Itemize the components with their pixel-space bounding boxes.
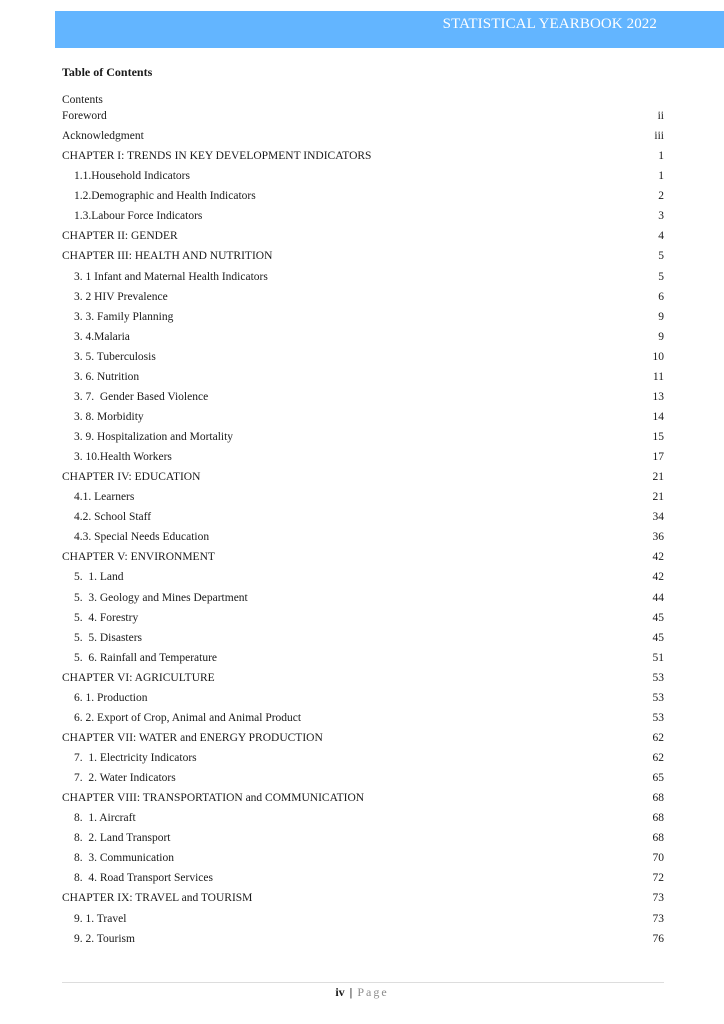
toc-chapter-entry[interactable] — [62, 788, 664, 808]
contents-label: Contents — [62, 94, 103, 106]
toc-subsection-entry[interactable] — [62, 588, 664, 608]
toc-entry-page: 9 — [658, 310, 664, 323]
toc-entry-page: 65 — [652, 772, 664, 785]
toc-entry-page: ii — [657, 110, 664, 123]
toc-entry-page: 70 — [652, 852, 664, 865]
toc-entry-page: 5 — [658, 250, 664, 263]
toc-entry-page: 68 — [652, 792, 664, 805]
toc-entry-title: CHAPTER VII: WATER and ENERGY PRODUCTION — [62, 731, 323, 744]
toc-entry-title: 5. 4. Forestry — [74, 611, 139, 624]
toc-entry-title: 6. 2. Export of Crop, Animal and Animal Product — [74, 711, 302, 724]
toc-entry-page: 34 — [652, 511, 664, 524]
toc-entry-page: 11 — [652, 370, 664, 383]
toc-entry-page: 51 — [652, 651, 664, 664]
toc-entry-title: 3. 1 Infant and Maternal Health Indicators — [74, 270, 268, 283]
toc-entry-page: 15 — [652, 431, 664, 444]
toc-entry-page: 68 — [652, 832, 664, 845]
toc-entry-page: 17 — [652, 451, 664, 464]
toc-entry-title: CHAPTER II: GENDER — [62, 230, 178, 243]
toc-subsection-entry[interactable] — [62, 407, 664, 427]
toc-subsection-entry[interactable] — [62, 567, 664, 587]
toc-entry-title: 3. 4.Malaria — [74, 330, 130, 343]
toc-subsection-entry[interactable] — [62, 487, 664, 507]
toc-entry-title: CHAPTER V: ENVIRONMENT — [62, 551, 215, 564]
toc-entry-title: 9. 2. Tourism — [74, 932, 135, 945]
toc-subsection-entry[interactable] — [62, 648, 664, 668]
toc-entry-title: 9. 1. Travel — [74, 912, 127, 925]
toc-entry-title: 3. 3. Family Planning — [74, 310, 174, 323]
toc-subsection-entry[interactable] — [62, 387, 664, 407]
toc-entry-page: 68 — [652, 812, 664, 825]
toc-entry-page: iii — [654, 130, 664, 143]
toc-entry-title: 3. 5. Tuberculosis — [74, 350, 156, 363]
toc-subsection-entry[interactable] — [62, 608, 664, 628]
toc-entry-title: 6. 1. Production — [74, 691, 148, 704]
toc-entry-page: 4 — [658, 230, 664, 243]
toc-entry-page: 21 — [652, 491, 664, 504]
toc-entry-title: 5. 3. Geology and Mines Department — [74, 591, 248, 604]
toc-chapter-entry[interactable] — [62, 126, 664, 146]
toc-entry-page: 10 — [652, 350, 664, 363]
toc-subsection-entry[interactable] — [62, 427, 664, 447]
page-footer — [0, 985, 724, 1000]
toc-entry-page: 1 — [658, 150, 664, 163]
footer-page-number: iv — [335, 985, 345, 999]
toc-chapter-entry[interactable] — [62, 226, 664, 246]
toc-subsection-entry[interactable] — [62, 848, 664, 868]
toc-chapter-entry[interactable] — [62, 888, 664, 908]
toc-chapter-entry[interactable] — [62, 106, 664, 126]
toc-entry-title: 4.2. School Staff — [74, 511, 152, 524]
toc-subsection-entry[interactable] — [62, 828, 664, 848]
toc-entry-page: 21 — [652, 471, 664, 484]
toc-chapter-entry[interactable] — [62, 668, 664, 688]
toc-chapter-entry[interactable] — [62, 547, 664, 567]
toc-entry-page: 53 — [652, 711, 664, 724]
toc-entry-page: 72 — [652, 872, 664, 885]
toc-entry-title: 3. 10.Health Workers — [74, 451, 172, 464]
toc-subsection-entry[interactable] — [62, 166, 664, 186]
toc-entry-title: 3. 9. Hospitalization and Mortality — [74, 431, 234, 444]
toc-subsection-entry[interactable] — [62, 929, 664, 949]
toc-entry-title: 5. 5. Disasters — [74, 631, 143, 644]
toc-subsection-entry[interactable] — [62, 347, 664, 367]
toc-entry-title: 3. 6. Nutrition — [74, 370, 140, 383]
toc-subsection-entry[interactable] — [62, 909, 664, 929]
toc-subsection-entry[interactable] — [62, 527, 664, 547]
toc-chapter-entry[interactable] — [62, 467, 664, 487]
toc-subsection-entry[interactable] — [62, 267, 664, 287]
toc-entry-page: 73 — [652, 892, 664, 905]
toc-subsection-entry[interactable] — [62, 367, 664, 387]
footer-divider — [62, 982, 664, 983]
toc-subsection-entry[interactable] — [62, 186, 664, 206]
toc-subsection-entry[interactable] — [62, 768, 664, 788]
toc-entry-page: 62 — [652, 731, 664, 744]
toc-entry-title: 8. 4. Road Transport Services — [74, 872, 213, 885]
toc-entry-page: 53 — [652, 691, 664, 704]
header-title: STATISTICAL YEARBOOK 2022 — [442, 16, 657, 32]
toc-subsection-entry[interactable] — [62, 327, 664, 347]
toc-subsection-entry[interactable] — [62, 628, 664, 648]
toc-entry-title: 3. 8. Morbidity — [74, 410, 144, 423]
toc-entry-page: 45 — [652, 631, 664, 644]
toc-subsection-entry[interactable] — [62, 206, 664, 226]
toc-heading: Table of Contents — [62, 65, 153, 79]
toc-entry-title: 5. 6. Rainfall and Temperature — [74, 651, 218, 664]
toc-entry-title: CHAPTER III: HEALTH AND NUTRITION — [62, 250, 273, 263]
toc-subsection-entry[interactable] — [62, 808, 664, 828]
toc-entry-page: 36 — [652, 531, 664, 544]
toc-entry-title: CHAPTER IV: EDUCATION — [62, 471, 201, 484]
toc-subsection-entry[interactable] — [62, 307, 664, 327]
toc-entry-page: 53 — [652, 671, 664, 684]
toc-entry-page: 3 — [658, 210, 664, 223]
toc-entry-title: CHAPTER VI: AGRICULTURE — [62, 671, 215, 684]
toc-entry-page: 76 — [652, 932, 664, 945]
toc-entry-title: 3. 7. Gender Based Violence — [74, 390, 209, 403]
toc-entry-title: CHAPTER I: TRENDS IN KEY DEVELOPMENT INDICATORS — [62, 150, 372, 163]
toc-chapter-entry[interactable] — [62, 146, 664, 166]
toc-entry-title: 3. 2 HIV Prevalence — [74, 290, 168, 303]
toc-entry-page: 62 — [652, 752, 664, 765]
toc-entry-page: 13 — [652, 390, 664, 403]
toc-list — [62, 106, 664, 949]
header-band — [55, 11, 724, 48]
toc-subsection-entry[interactable] — [62, 868, 664, 888]
toc-subsection-entry[interactable] — [62, 447, 664, 467]
toc-entry-title: 8. 2. Land Transport — [74, 832, 171, 845]
toc-entry-title: Acknowledgment — [62, 130, 144, 143]
toc-chapter-entry[interactable] — [62, 246, 664, 266]
toc-entry-title: Foreword — [62, 110, 107, 123]
toc-entry-title: CHAPTER VIII: TRANSPORTATION and COMMUNICATION — [62, 792, 365, 805]
toc-entry-title: 1.2.Demographic and Health Indicators — [74, 190, 256, 203]
toc-entry-title: CHAPTER IX: TRAVEL and TOURISM — [62, 892, 253, 905]
toc-subsection-entry[interactable] — [62, 507, 664, 527]
toc-entry-title: 1.3.Labour Force Indicators — [74, 210, 203, 223]
toc-entry-title: 4.3. Special Needs Education — [74, 531, 210, 544]
toc-subsection-entry[interactable] — [62, 287, 664, 307]
toc-chapter-entry[interactable] — [62, 728, 664, 748]
toc-entry-title: 7. 2. Water Indicators — [74, 772, 176, 785]
toc-entry-title: 7. 1. Electricity Indicators — [74, 752, 197, 765]
toc-entry-page: 6 — [658, 290, 664, 303]
toc-entry-page: 73 — [652, 912, 664, 925]
toc-entry-page: 2 — [658, 190, 664, 203]
toc-entry-page: 14 — [652, 410, 664, 423]
toc-entry-title: 4.1. Learners — [74, 491, 135, 504]
toc-subsection-entry[interactable] — [62, 708, 664, 728]
toc-entry-page: 1 — [658, 170, 664, 183]
toc-entry-title: 5. 1. Land — [74, 571, 124, 584]
toc-entry-title: 1.1.Household Indicators — [74, 170, 190, 183]
toc-subsection-entry[interactable] — [62, 688, 664, 708]
toc-entry-title: 8. 1. Aircraft — [74, 812, 136, 825]
toc-entry-page: 9 — [658, 330, 664, 343]
toc-entry-page: 42 — [652, 551, 664, 564]
toc-entry-title: 8. 3. Communication — [74, 852, 174, 865]
footer-separator: | — [349, 985, 353, 999]
toc-entry-page: 44 — [652, 591, 664, 604]
footer-page-label: Page — [357, 985, 389, 999]
toc-entry-page: 45 — [652, 611, 664, 624]
toc-subsection-entry[interactable] — [62, 748, 664, 768]
toc-entry-page: 42 — [652, 571, 664, 584]
toc-entry-page: 5 — [658, 270, 664, 283]
